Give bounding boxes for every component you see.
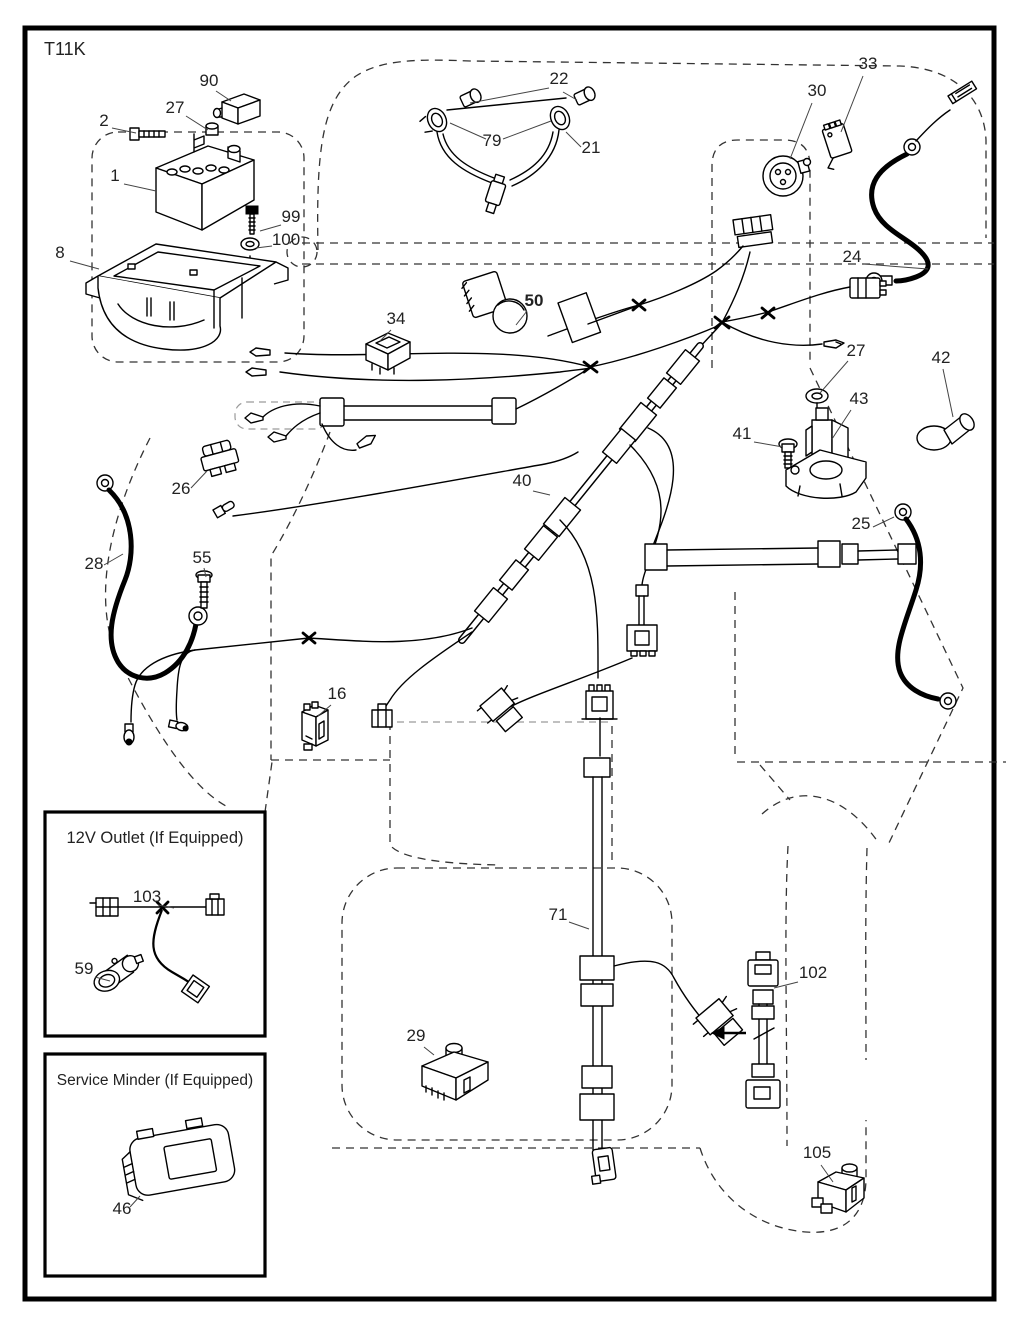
- part-label-26-leader: [191, 471, 207, 488]
- part-label-41: 41: [732, 424, 752, 443]
- harness-end-connector: [588, 1147, 616, 1184]
- part-label-24: 24: [842, 247, 862, 266]
- battery-bolt: [130, 128, 165, 140]
- part-label-27a: 27: [165, 98, 185, 117]
- part-label-25: 25: [851, 514, 871, 533]
- part-label-105: 105: [802, 1143, 832, 1162]
- headlight-bulb-right: [573, 85, 597, 106]
- bullet-terminal: [124, 724, 134, 745]
- ring-terminal: [904, 139, 920, 155]
- ground-cable-28: [97, 475, 212, 678]
- part-label-43: 43: [849, 389, 869, 408]
- part-label-71-leader: [569, 922, 589, 929]
- diagram-code: T11K: [44, 39, 86, 59]
- bullet-terminal: [168, 720, 189, 732]
- part-label-40: 40: [512, 471, 532, 490]
- battery: [156, 134, 254, 230]
- fuse-26: [198, 439, 241, 478]
- headlight-connector: [482, 174, 508, 215]
- part-label-103: 103: [132, 887, 162, 906]
- extension-harness-102: [712, 952, 780, 1108]
- part-label-22: 22: [549, 69, 569, 88]
- part-label-71: 71: [548, 905, 568, 924]
- mounting-plate: [558, 293, 601, 343]
- part-label-8-leader: [70, 261, 99, 269]
- part-label-55: 55: [192, 548, 212, 567]
- part-label-27a-leader: [186, 116, 208, 130]
- part-label-21-leader: [566, 132, 581, 147]
- solenoid-43: [786, 408, 866, 498]
- main-harness-40: [462, 346, 700, 640]
- part-label-102: 102: [798, 963, 828, 982]
- screw-55: [196, 571, 212, 608]
- part-label-46: 46: [112, 1199, 132, 1218]
- part-label-42: 42: [931, 348, 951, 367]
- part-label-42-leader: [943, 369, 953, 417]
- part-label-79: 79: [482, 131, 502, 150]
- part-label-28: 28: [84, 554, 104, 573]
- tilted-connector-pair: [476, 684, 529, 737]
- part-label-16: 16: [327, 684, 347, 703]
- part-label-30: 30: [807, 81, 827, 100]
- small-connector: [372, 704, 392, 727]
- part-label-29-leader: [424, 1047, 434, 1055]
- inset-title-service-minder: Service Minder (If Equipped): [56, 1072, 254, 1089]
- part-label-50: 50: [524, 291, 544, 310]
- battery-cable-24: [866, 81, 977, 289]
- stacked-connector: [733, 215, 775, 248]
- service-minder-display-46: [118, 1114, 238, 1203]
- part-label-26: 26: [171, 479, 191, 498]
- spade-terminal: [250, 348, 270, 356]
- solenoid-group: [779, 389, 977, 709]
- terminal-boot-42: [917, 411, 977, 450]
- interlock-switch-29: [422, 1044, 488, 1101]
- part-label-24-leader: [864, 264, 928, 269]
- screw-99: [246, 206, 258, 234]
- part-label-33-leader: [841, 76, 863, 132]
- part-label-25-leader: [873, 517, 894, 527]
- connector-block-90: [214, 94, 261, 124]
- part-label-90-leader: [216, 91, 231, 101]
- part-label-1-leader: [124, 184, 156, 191]
- power-outlet-59: [88, 949, 148, 994]
- part-label-40-leader: [533, 491, 550, 495]
- headlight-socket-left: [417, 105, 450, 137]
- part-label-27b-leader: [820, 361, 848, 393]
- part-label-1: 1: [110, 166, 120, 185]
- part-label-27b: 27: [846, 341, 866, 360]
- part-label-21: 21: [581, 138, 601, 157]
- battery-cable-25: [895, 504, 956, 709]
- spade-terminal: [824, 340, 844, 348]
- ignition-switch: [763, 156, 811, 196]
- seat-switch-connector: [582, 685, 617, 719]
- part-label-28-leader: [104, 554, 123, 565]
- part-label-2: 2: [99, 111, 109, 130]
- part-label-30-leader: [790, 103, 812, 159]
- relay-connector: [850, 278, 886, 298]
- battery-nut: [206, 123, 218, 135]
- part-label-8: 8: [55, 243, 65, 262]
- switch-105: [812, 1164, 864, 1213]
- tilted-connector-pair: [691, 994, 749, 1052]
- pto-harness: [645, 541, 916, 570]
- headlight-socket-right: [547, 103, 573, 132]
- bolt-41: [779, 439, 797, 468]
- part-label-59: 59: [74, 959, 94, 978]
- dash-wiring: [246, 215, 886, 381]
- sender-connector: [627, 625, 657, 656]
- ring-terminal: [189, 607, 207, 625]
- part-label-34: 34: [386, 309, 406, 328]
- inset-title-12v-outlet: 12V Outlet (If Equipped): [66, 829, 244, 847]
- blade-terminal: [948, 81, 977, 103]
- headlight-harness: [417, 85, 597, 214]
- flasher-module-33: [815, 119, 856, 170]
- part-label-29: 29: [406, 1026, 426, 1045]
- diagram-border: [25, 28, 994, 1299]
- part-label-79-leader: [503, 121, 551, 139]
- part-label-79-leader: [450, 123, 486, 139]
- headlight-bulb-left: [459, 87, 483, 108]
- part-label-100: 100: [271, 230, 301, 249]
- plunger-switch-16: [302, 702, 328, 750]
- part-label-33: 33: [858, 54, 878, 73]
- part-label-90: 90: [199, 71, 219, 90]
- spade-terminal: [245, 413, 263, 423]
- rocker-switch-34: [366, 333, 410, 374]
- spade-terminal: [268, 432, 286, 442]
- hour-meter-50: [460, 271, 637, 343]
- part-label-99: 99: [281, 207, 301, 226]
- spade-terminal: [356, 432, 378, 450]
- battery-box: [86, 244, 288, 350]
- seat-harness-71: [580, 758, 749, 1184]
- spade-terminal: [246, 368, 266, 376]
